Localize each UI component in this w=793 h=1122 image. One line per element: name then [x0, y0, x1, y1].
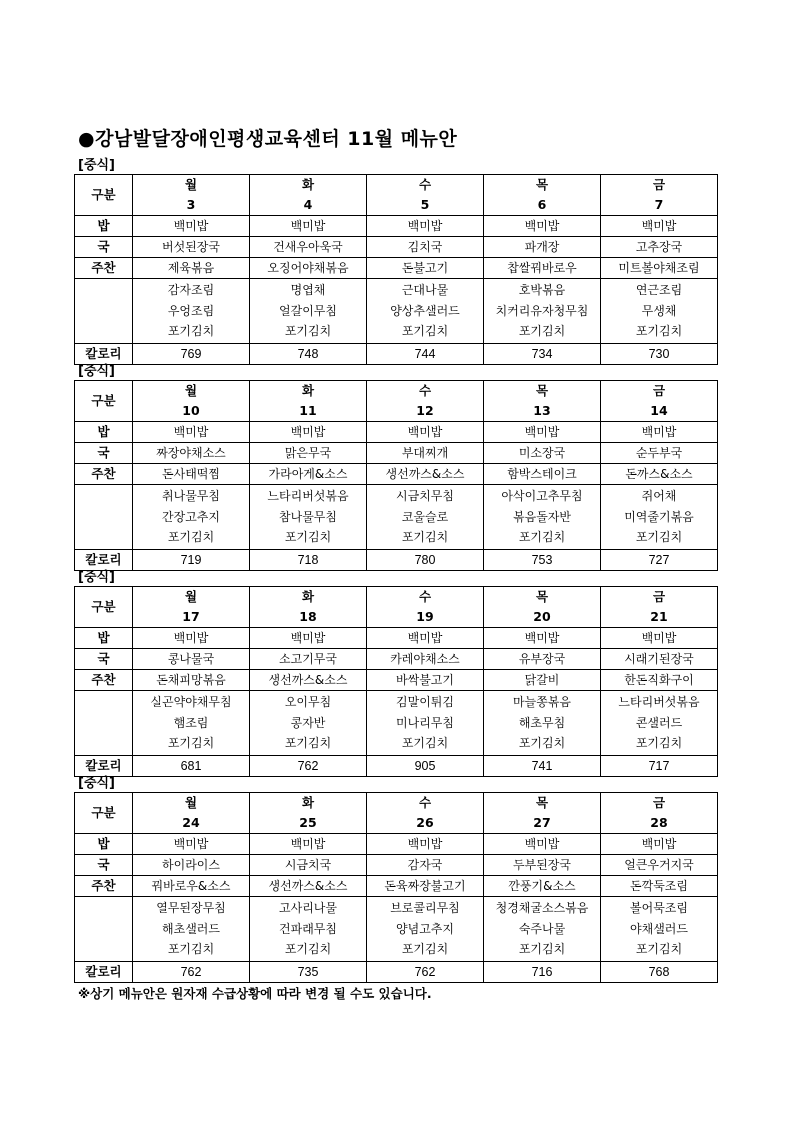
- rice-row: [75, 216, 718, 237]
- soup-cell: 부대찌개: [367, 443, 484, 464]
- side-dish: 포기김치: [518, 530, 566, 544]
- rice-cell: 백미밥: [250, 422, 367, 443]
- calorie-cell: 730: [601, 343, 718, 364]
- day-name: 월: [184, 177, 198, 192]
- day-header: [367, 587, 484, 628]
- side-dishes-cell: [601, 691, 718, 756]
- soup-cell: 얼큰우거지국: [601, 855, 718, 876]
- row-label-main: 주찬: [75, 464, 133, 485]
- calorie-cell: 780: [367, 549, 484, 570]
- page-title: ●강남발달장애인평생교육센터 11월 메뉴안: [78, 128, 458, 150]
- side-dish: 포기김치: [401, 942, 449, 956]
- calorie-cell: 727: [601, 549, 718, 570]
- footnote: ※상기 메뉴안은 원자재 수급상황에 따라 변경 될 수도 있습니다.: [78, 986, 432, 1001]
- day-date: 17: [182, 609, 200, 624]
- main-cell: 찹쌀꿔바로우: [484, 258, 601, 279]
- rice-cell: 백미밥: [250, 216, 367, 237]
- row-label-sides: [75, 691, 133, 756]
- rice-cell: 백미밥: [484, 422, 601, 443]
- row-label-calorie: 칼로리: [75, 549, 133, 570]
- side-dish: 포기김치: [635, 942, 683, 956]
- soup-cell: 건새우아욱국: [250, 237, 367, 258]
- row-label-calorie: 칼로리: [75, 343, 133, 364]
- day-header: [133, 587, 250, 628]
- side-dish: 포기김치: [284, 736, 332, 750]
- side-dishes-row: [75, 485, 718, 550]
- rice-cell: 백미밥: [367, 834, 484, 855]
- side-dishes-row: [75, 897, 718, 962]
- day-name: 목: [535, 177, 549, 192]
- main-dish-row: [75, 670, 718, 691]
- calorie-cell: 717: [601, 755, 718, 776]
- soup-cell: 고추장국: [601, 237, 718, 258]
- day-date: 13: [533, 403, 551, 418]
- row-label-main: 주찬: [75, 670, 133, 691]
- side-dish: 호박볶음: [518, 283, 566, 297]
- side-dish: 포기김치: [284, 942, 332, 956]
- main-cell: 꿔바로우&소스: [133, 876, 250, 897]
- calorie-cell: 762: [367, 961, 484, 982]
- main-cell: 닭갈비: [484, 670, 601, 691]
- rice-cell: 백미밥: [484, 216, 601, 237]
- side-dishes-cell: [250, 897, 367, 962]
- side-dish: 간장고추지: [162, 509, 220, 524]
- side-dish: 고사리나물: [279, 901, 337, 915]
- main-cell: 돈채피망볶음: [133, 670, 250, 691]
- side-dish: 포기김치: [401, 736, 449, 750]
- meal-type-label: [중식]: [78, 570, 115, 585]
- row-label-main: 주찬: [75, 258, 133, 279]
- rice-cell: 백미밥: [133, 834, 250, 855]
- side-dish: 아삭이고추무침: [501, 489, 583, 503]
- rice-cell: 백미밥: [367, 216, 484, 237]
- row-label-rice: 밥: [75, 216, 133, 237]
- rice-cell: 백미밥: [133, 216, 250, 237]
- row-label-sides: [75, 485, 133, 550]
- side-dish: 느타리버섯볶음: [618, 695, 700, 709]
- day-date: 24: [182, 815, 200, 830]
- soup-cell: 김치국: [367, 237, 484, 258]
- soup-cell: 유부장국: [484, 649, 601, 670]
- calorie-cell: 769: [133, 343, 250, 364]
- day-date: 3: [186, 197, 196, 212]
- side-dish: 햄조림: [173, 715, 209, 730]
- side-dish: 야채샐러드: [630, 921, 688, 936]
- day-header: [250, 381, 367, 422]
- rice-cell: 백미밥: [484, 628, 601, 649]
- day-date: 21: [650, 609, 668, 624]
- header-row: [75, 587, 718, 628]
- side-dish: 볼어묵조림: [630, 901, 688, 915]
- soup-row: [75, 649, 718, 670]
- soup-cell: 맑은무국: [250, 443, 367, 464]
- side-dishes-cell: [367, 897, 484, 962]
- soup-cell: 감자국: [367, 855, 484, 876]
- day-header: [601, 175, 718, 216]
- row-label-calorie: 칼로리: [75, 755, 133, 776]
- side-dish: 포기김치: [401, 324, 449, 338]
- row-label-soup: 국: [75, 649, 133, 670]
- side-dish: 느타리버섯볶음: [267, 489, 349, 503]
- soup-cell: 시래기된장국: [601, 649, 718, 670]
- day-name: 수: [418, 589, 432, 604]
- day-header: [133, 381, 250, 422]
- rice-cell: 백미밥: [250, 834, 367, 855]
- side-dish: 명엽채: [290, 283, 326, 297]
- rice-row: [75, 628, 718, 649]
- day-header: [133, 793, 250, 834]
- side-dish: 포기김치: [167, 736, 215, 750]
- day-date: 28: [650, 815, 668, 830]
- side-dish: 미역줄기볶음: [624, 509, 694, 524]
- day-date: 14: [650, 403, 668, 418]
- side-dishes-cell: [250, 691, 367, 756]
- calorie-row: [75, 961, 718, 982]
- header-row: [75, 175, 718, 216]
- day-header: [250, 793, 367, 834]
- row-label-sides: [75, 279, 133, 344]
- side-dish: 브로콜리무침: [390, 901, 460, 915]
- side-dish: 쥐어채: [641, 489, 677, 503]
- side-dish: 참나물무침: [279, 509, 337, 524]
- meal-type-label: [중식]: [78, 158, 115, 173]
- calorie-cell: 719: [133, 549, 250, 570]
- main-cell: 제육볶음: [133, 258, 250, 279]
- side-dish: 실곤약야채무침: [150, 695, 232, 709]
- day-name: 화: [301, 383, 315, 398]
- side-dish: 얼갈이무침: [279, 303, 337, 318]
- row-label-sides: [75, 897, 133, 962]
- rice-cell: 백미밥: [133, 422, 250, 443]
- calorie-cell: 762: [133, 961, 250, 982]
- side-dish: 숙주나물: [518, 921, 566, 936]
- side-dish: 미나리무침: [396, 715, 454, 730]
- rice-cell: 백미밥: [601, 422, 718, 443]
- soup-cell: 짜장야채소스: [133, 443, 250, 464]
- rice-cell: 백미밥: [601, 834, 718, 855]
- side-dish: 근대나물: [401, 283, 449, 297]
- main-cell: 돈까스&소스: [601, 464, 718, 485]
- side-dish: 청경채굴소스볶음: [495, 901, 589, 915]
- side-dish: 포기김치: [167, 530, 215, 544]
- soup-cell: 버섯된장국: [133, 237, 250, 258]
- row-label-header: 구분: [75, 175, 133, 216]
- main-cell: 생선까스&소스: [367, 464, 484, 485]
- soup-cell: 소고기무국: [250, 649, 367, 670]
- day-name: 목: [535, 383, 549, 398]
- day-name: 수: [418, 795, 432, 810]
- day-header: [601, 381, 718, 422]
- side-dish: 양상추샐러드: [390, 303, 460, 318]
- row-label-rice: 밥: [75, 834, 133, 855]
- side-dish: 오이무침: [284, 695, 332, 709]
- main-cell: 바싹불고기: [367, 670, 484, 691]
- side-dish: 포기김치: [167, 942, 215, 956]
- row-label-calorie: 칼로리: [75, 961, 133, 982]
- rice-row: [75, 422, 718, 443]
- day-name: 월: [184, 589, 198, 604]
- day-name: 화: [301, 795, 315, 810]
- day-header: [367, 381, 484, 422]
- side-dishes-cell: [484, 485, 601, 550]
- day-date: 5: [420, 197, 430, 212]
- side-dishes-cell: [367, 485, 484, 550]
- main-cell: 생선까스&소스: [250, 670, 367, 691]
- side-dishes-cell: [484, 279, 601, 344]
- day-date: 11: [299, 403, 317, 418]
- rice-cell: 백미밥: [133, 628, 250, 649]
- rice-cell: 백미밥: [250, 628, 367, 649]
- side-dishes-cell: [250, 279, 367, 344]
- day-name: 목: [535, 795, 549, 810]
- side-dish: 포기김치: [284, 324, 332, 338]
- day-header: [484, 381, 601, 422]
- rice-cell: 백미밥: [367, 422, 484, 443]
- side-dish: 마늘쫑볶음: [513, 695, 571, 709]
- day-name: 수: [418, 177, 432, 192]
- day-date: 7: [654, 197, 664, 212]
- day-name: 화: [301, 589, 315, 604]
- main-cell: 깐풍기&소스: [484, 876, 601, 897]
- side-dish: 콩자반: [290, 715, 326, 730]
- header-row: [75, 381, 718, 422]
- row-label-soup: 국: [75, 237, 133, 258]
- side-dish: 포기김치: [518, 942, 566, 956]
- day-name: 수: [418, 383, 432, 398]
- calorie-cell: 741: [484, 755, 601, 776]
- side-dish: 연근조림: [635, 283, 683, 297]
- soup-cell: 순두부국: [601, 443, 718, 464]
- side-dish: 치커리유자청무침: [495, 303, 589, 318]
- side-dish: 감자조림: [167, 283, 215, 297]
- soup-row: [75, 443, 718, 464]
- soup-cell: 미소장국: [484, 443, 601, 464]
- rice-row: [75, 834, 718, 855]
- row-label-header: 구분: [75, 793, 133, 834]
- day-name: 금: [652, 383, 666, 398]
- soup-cell: 하이라이스: [133, 855, 250, 876]
- calorie-row: [75, 755, 718, 776]
- calorie-cell: 716: [484, 961, 601, 982]
- side-dishes-cell: [601, 279, 718, 344]
- menu-table-week-1: [74, 174, 718, 365]
- side-dish: 해초샐러드: [162, 921, 220, 936]
- main-cell: 가라아게&소스: [250, 464, 367, 485]
- calorie-cell: 905: [367, 755, 484, 776]
- side-dishes-cell: [133, 279, 250, 344]
- menu-table-week-2: [74, 380, 718, 571]
- day-name: 월: [184, 795, 198, 810]
- meal-type-label: [중식]: [78, 776, 115, 791]
- row-label-rice: 밥: [75, 422, 133, 443]
- day-header: [250, 587, 367, 628]
- calorie-cell: 681: [133, 755, 250, 776]
- calorie-row: [75, 549, 718, 570]
- main-cell: 미트볼야채조림: [601, 258, 718, 279]
- side-dish: 취나물무침: [162, 489, 220, 503]
- day-header: [601, 793, 718, 834]
- day-date: 25: [299, 815, 317, 830]
- side-dishes-cell: [133, 691, 250, 756]
- calorie-cell: 753: [484, 549, 601, 570]
- soup-cell: 콩나물국: [133, 649, 250, 670]
- calorie-cell: 734: [484, 343, 601, 364]
- day-header: [601, 587, 718, 628]
- side-dishes-cell: [133, 485, 250, 550]
- rice-cell: 백미밥: [367, 628, 484, 649]
- side-dish: 무생채: [641, 303, 677, 318]
- side-dishes-cell: [601, 897, 718, 962]
- soup-row: [75, 855, 718, 876]
- day-date: 10: [182, 403, 200, 418]
- side-dishes-cell: [367, 691, 484, 756]
- soup-cell: 시금치국: [250, 855, 367, 876]
- side-dish: 양념고추지: [396, 921, 454, 936]
- row-label-header: 구분: [75, 381, 133, 422]
- side-dish: 우엉조림: [167, 303, 215, 318]
- day-header: [484, 175, 601, 216]
- main-cell: 한돈직화구이: [601, 670, 718, 691]
- day-date: 19: [416, 609, 434, 624]
- calorie-cell: 768: [601, 961, 718, 982]
- row-label-header: 구분: [75, 587, 133, 628]
- day-header: [484, 793, 601, 834]
- row-label-rice: 밥: [75, 628, 133, 649]
- day-date: 27: [533, 815, 551, 830]
- day-date: 26: [416, 815, 434, 830]
- day-name: 목: [535, 589, 549, 604]
- rice-cell: 백미밥: [484, 834, 601, 855]
- side-dish: 콘샐러드: [635, 715, 683, 730]
- main-dish-row: [75, 464, 718, 485]
- row-label-main: 주찬: [75, 876, 133, 897]
- day-header: [250, 175, 367, 216]
- calorie-cell: 762: [250, 755, 367, 776]
- side-dish: 포기김치: [635, 324, 683, 338]
- main-cell: 오징어야채볶음: [250, 258, 367, 279]
- main-cell: 돈깍둑조림: [601, 876, 718, 897]
- side-dish: 김말이튀김: [396, 695, 454, 709]
- side-dishes-row: [75, 691, 718, 756]
- side-dish: 포기김치: [518, 736, 566, 750]
- side-dishes-row: [75, 279, 718, 344]
- main-dish-row: [75, 876, 718, 897]
- meal-type-label: [중식]: [78, 364, 115, 379]
- side-dish: 건파래무침: [279, 921, 337, 936]
- calorie-cell: 744: [367, 343, 484, 364]
- day-name: 화: [301, 177, 315, 192]
- row-label-soup: 국: [75, 855, 133, 876]
- day-date: 6: [537, 197, 547, 212]
- day-header: [367, 793, 484, 834]
- soup-cell: 파개장: [484, 237, 601, 258]
- side-dish: 포기김치: [401, 530, 449, 544]
- calorie-cell: 735: [250, 961, 367, 982]
- day-name: 금: [652, 795, 666, 810]
- menu-table-week-3: [74, 586, 718, 777]
- side-dish: 해초무침: [518, 715, 566, 730]
- side-dish: 포기김치: [635, 530, 683, 544]
- main-cell: 돈육짜장불고기: [367, 876, 484, 897]
- row-label-soup: 국: [75, 443, 133, 464]
- day-name: 금: [652, 589, 666, 604]
- main-cell: 돈사태떡찜: [133, 464, 250, 485]
- side-dishes-cell: [484, 897, 601, 962]
- side-dishes-cell: [250, 485, 367, 550]
- day-name: 월: [184, 383, 198, 398]
- side-dishes-cell: [367, 279, 484, 344]
- calorie-row: [75, 343, 718, 364]
- side-dish: 포기김치: [167, 324, 215, 338]
- day-header: [484, 587, 601, 628]
- calorie-cell: 718: [250, 549, 367, 570]
- soup-row: [75, 237, 718, 258]
- soup-cell: 카레야채소스: [367, 649, 484, 670]
- rice-cell: 백미밥: [601, 216, 718, 237]
- day-header: [367, 175, 484, 216]
- day-name: 금: [652, 177, 666, 192]
- side-dishes-cell: [133, 897, 250, 962]
- calorie-cell: 748: [250, 343, 367, 364]
- main-cell: 생선까스&소스: [250, 876, 367, 897]
- side-dish: 열무된장무침: [156, 901, 226, 915]
- side-dish: 볶음돌자반: [513, 509, 571, 524]
- side-dish: 포기김치: [284, 530, 332, 544]
- side-dish: 포기김치: [635, 736, 683, 750]
- side-dishes-cell: [484, 691, 601, 756]
- side-dish: 코울슬로: [401, 509, 449, 524]
- soup-cell: 두부된장국: [484, 855, 601, 876]
- day-date: 4: [303, 197, 313, 212]
- day-date: 12: [416, 403, 434, 418]
- day-header: [133, 175, 250, 216]
- main-cell: 함박스테이크: [484, 464, 601, 485]
- header-row: [75, 793, 718, 834]
- side-dishes-cell: [601, 485, 718, 550]
- side-dish: 시금치무침: [396, 489, 454, 503]
- rice-cell: 백미밥: [601, 628, 718, 649]
- main-dish-row: [75, 258, 718, 279]
- day-date: 20: [533, 609, 551, 624]
- menu-table-week-4: [74, 792, 718, 983]
- day-date: 18: [299, 609, 317, 624]
- main-cell: 돈불고기: [367, 258, 484, 279]
- side-dish: 포기김치: [518, 324, 566, 338]
